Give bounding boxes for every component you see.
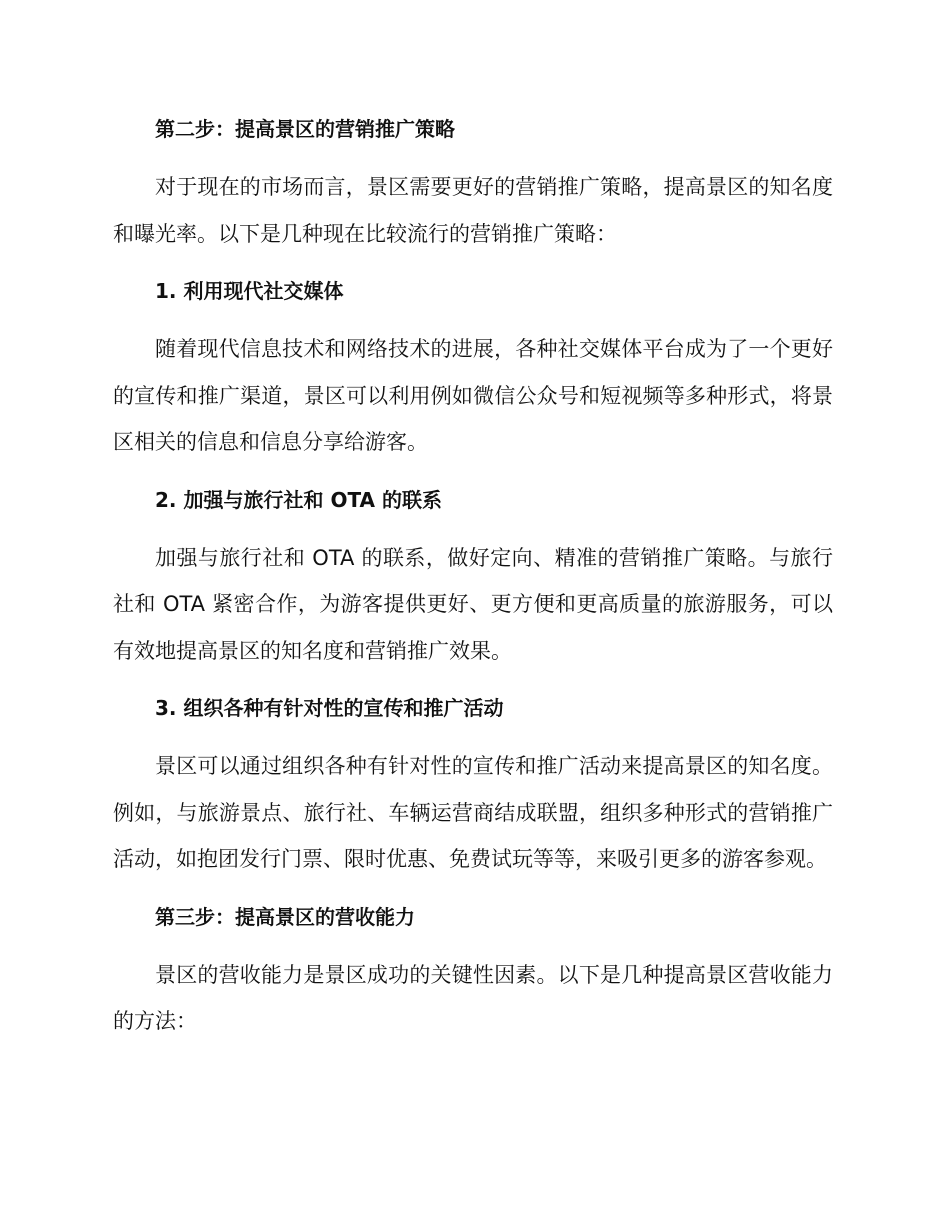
paragraph-social-media: 随着现代信息技术和网络技术的进展，各种社交媒体平台成为了一个更好的宣传和推广渠道，景区可以利用例如微信公众号和短视频等多种形式，将景区相关的信息和信息分享给游客。: [113, 337, 833, 454]
subheading-social-media: 1. 利用现代社交媒体: [155, 279, 344, 303]
subheading-promotion-activities: 3. 组织各种有针对性的宣传和推广活动: [155, 696, 504, 720]
section-heading-step-three: 第三步：提高景区的营收能力: [155, 904, 415, 929]
paragraph-revenue-intro: 景区的营收能力是景区成功的关键性因素。以下是几种提高景区营收能力的方法：: [113, 962, 833, 1033]
document-body: [113, 108, 833, 1045]
subheading-travel-agency-ota: 2. 加强与旅行社和 OTA 的联系: [155, 487, 442, 512]
paragraph-travel-agency-ota: 加强与旅行社和 OTA 的联系，做好定向、精准的营销推广策略。与旅行社和 OTA 紧密合作，为游客提供更好、更方便和更高质量的旅游服务，可以有效地提高景区的知名度和营销推广效果。: [113, 545, 833, 663]
section-heading-step-two: 第二步：提高景区的营销推广策略: [155, 117, 455, 141]
paragraph-promotion-activities: 景区可以通过组织各种有针对性的宣传和推广活动来提高景区的知名度。例如，与旅游景点、旅行社、车辆运营商结成联盟，组织多种形式的营销推广活动，如抱团发行门票、限时优惠、免费试玩等等，来吸引更多的游客参观。: [113, 754, 833, 871]
paragraph-marketing-intro: 对于现在的市场而言，景区需要更好的营销推广策略，提高景区的知名度和曝光率。以下是几种现在比较流行的营销推广策略：: [113, 175, 833, 246]
